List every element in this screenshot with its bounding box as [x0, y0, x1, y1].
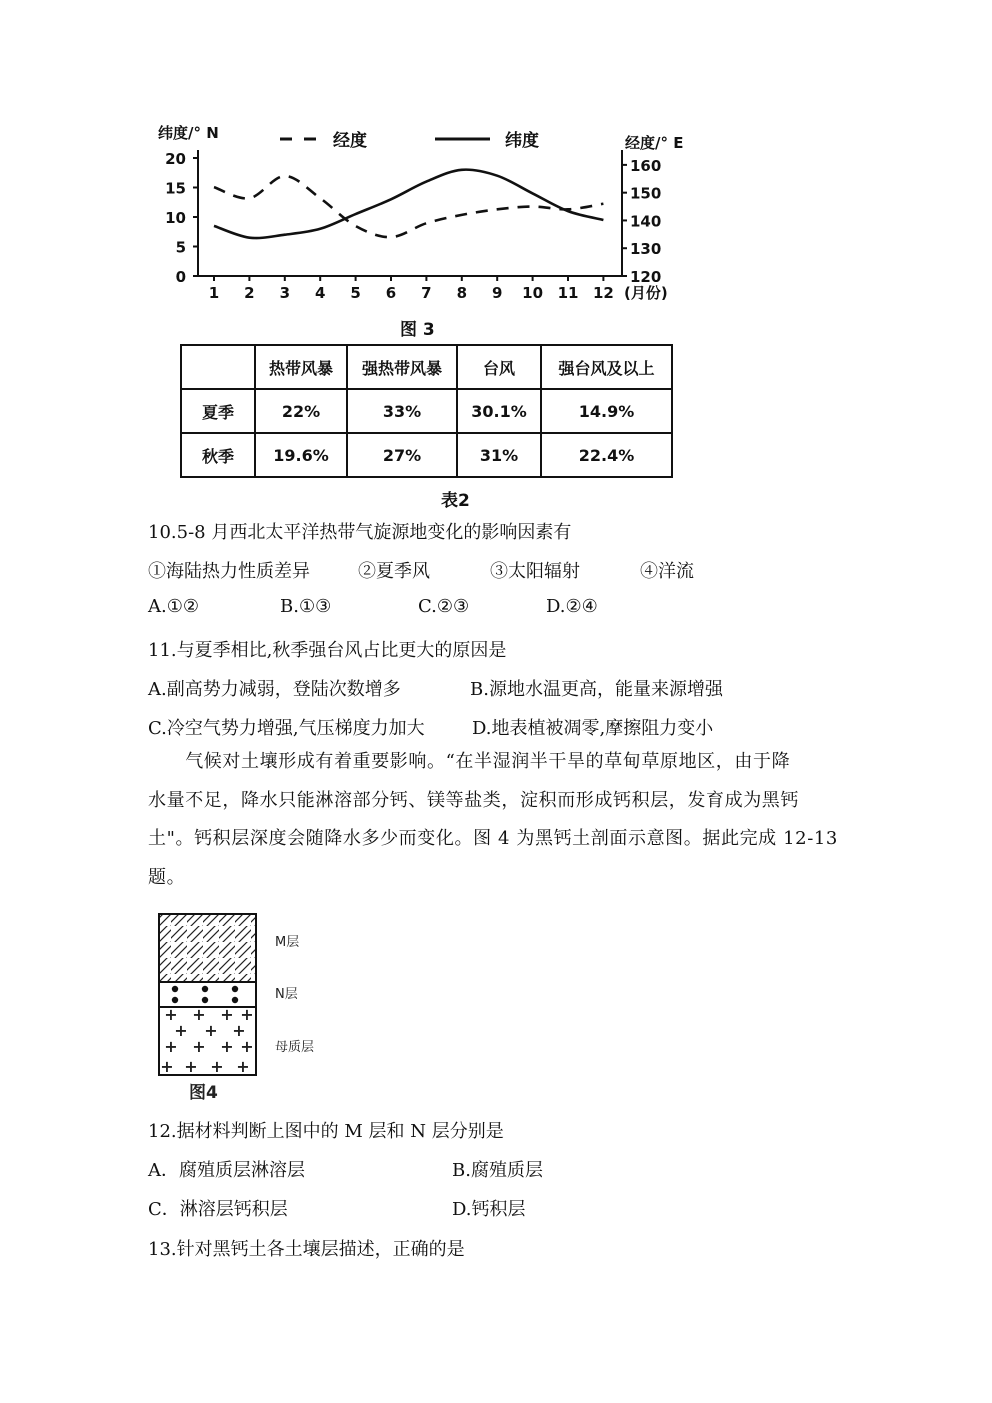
chart-series: [214, 170, 603, 238]
parent-material-cross: +: [184, 1057, 198, 1076]
parent-material-cross: +: [240, 1037, 254, 1056]
x-tick-label: 7: [421, 284, 432, 302]
question-10-option-c: C.②③: [418, 596, 470, 617]
question-10-stem: 10.5-8 月西北太平洋热带气旋源地变化的影响因素有: [148, 522, 572, 543]
x-tick-label: 12: [592, 284, 614, 302]
table-cell: 14.9%: [541, 389, 672, 433]
n-layer-dot: [172, 997, 178, 1003]
x-tick-label: 1: [208, 284, 220, 302]
figure-3-caption: 图 3: [400, 320, 435, 340]
table-cell: 31%: [457, 433, 541, 477]
table-2: [180, 344, 673, 478]
left-tick-label: 15: [165, 179, 186, 198]
n-layer: [159, 982, 256, 1007]
right-tick-label: 130: [630, 240, 662, 259]
material-line: 土"。钙积层深度会随降水多少而变化。图 4 为黑钙土剖面示意图。据此完成 12-13: [148, 828, 838, 849]
question-10-item: ④洋流: [640, 561, 694, 582]
parent-material-cross: +: [232, 1021, 246, 1040]
question-12-option-c: C．淋溶层钙积层: [148, 1199, 288, 1220]
chart-legend: [280, 130, 539, 151]
parent-material-cross: +: [164, 1005, 178, 1024]
question-12-option-a: A．腐殖质层淋溶层: [148, 1160, 305, 1181]
question-12-stem: 12.据材料判断上图中的 M 层和 N 层分别是: [148, 1121, 504, 1142]
question-10-option-a: A.①②: [148, 596, 199, 617]
m-layer: [159, 914, 256, 982]
table-cell: 27%: [347, 433, 457, 477]
x-tick-label: 3: [279, 284, 291, 302]
table-header-cell: 热带风暴: [255, 345, 347, 389]
n-layer-dot: [202, 986, 208, 992]
right-tick-label: 160: [630, 156, 662, 175]
question-10-item: ①海陆热力性质差异: [148, 561, 310, 582]
material-line: 水量不足，降水只能淋溶部分钙、镁等盐类，淀积而形成钙积层，发育成为黑钙: [148, 789, 799, 811]
right-axis-title: 经度/° E: [625, 134, 684, 152]
longitude-series-line: [214, 176, 603, 237]
table-cell: 30.1%: [457, 389, 541, 433]
parent-material-cross: +: [174, 1021, 188, 1040]
material-line: 题。: [148, 866, 186, 888]
table-cell: 秋季: [181, 433, 255, 477]
question-11-option-b: B.源地水温更高，能量来源增强: [470, 679, 723, 700]
right-tick-label: 120: [630, 268, 662, 286]
table-header-row: [181, 345, 672, 389]
left-tick-label: 20: [165, 150, 186, 168]
table-cell: 22.4%: [541, 433, 672, 477]
x-tick-label: 6: [385, 284, 397, 302]
right-tick-label: 150: [630, 184, 662, 203]
table-header-cell: 强热带风暴: [347, 345, 457, 389]
parent-material-cross: +: [204, 1021, 218, 1040]
question-11-option-a: A.副高势力减弱，登陆次数增多: [148, 679, 401, 700]
question-10-item: ③太阳辐射: [490, 561, 580, 582]
table-row: [181, 433, 672, 477]
material-paragraph: [148, 743, 848, 897]
legend-dashed-label: 经度: [333, 131, 367, 151]
table-2-caption: 表2: [441, 491, 470, 511]
left-tick-label: 10: [165, 209, 186, 227]
parent-material-cross: +: [220, 1037, 234, 1056]
left-tick-label: 0: [175, 268, 186, 286]
x-axis-unit: (月份): [624, 284, 668, 302]
x-tick-label: 9: [491, 284, 503, 302]
parent-material-cross: +: [210, 1057, 224, 1076]
parent-material-cross: +: [192, 1037, 206, 1056]
question-11-option-c: C.冷空气势力增强,气压梯度力加大: [148, 718, 425, 739]
latitude-series-line: [214, 170, 603, 238]
parent-material-cross: +: [192, 1005, 206, 1024]
table-cell: 22%: [255, 389, 347, 433]
n-layer-dot: [172, 986, 178, 992]
parent-material-label: 母质层: [275, 1040, 315, 1055]
n-layer-dot: [202, 997, 208, 1003]
parent-material-cross: +: [240, 1005, 254, 1024]
figure-3-chart: [150, 118, 720, 313]
parent-material-cross: +: [164, 1037, 178, 1056]
n-layer-dot: [232, 986, 238, 992]
table-cell: 33%: [347, 389, 457, 433]
parent-material-cross: +: [236, 1057, 250, 1076]
question-13-stem: 13.针对黑钙土各土壤层描述，正确的是: [148, 1239, 465, 1260]
question-12-option-d: D.钙积层: [452, 1199, 526, 1220]
left-tick-label: 5: [175, 238, 186, 257]
n-layer-label: N层: [275, 987, 298, 1002]
parent-material-cross: +: [220, 1005, 234, 1024]
material-line: 气候对土壤形成有着重要影响。“在半湿润半干旱的草甸草原地区，由于降: [148, 751, 791, 772]
legend-solid-label: 纬度: [505, 131, 539, 151]
x-tick-label: 5: [350, 284, 361, 302]
table-header-cell: 强台风及以上: [541, 345, 672, 389]
question-10-option-d: D.②④: [546, 596, 598, 617]
x-tick-label: 2: [244, 284, 255, 302]
table-row: [181, 389, 672, 433]
question-11-stem: 11.与夏季相比,秋季强台风占比更大的原因是: [148, 640, 507, 661]
question-11-option-d: D.地表植被凋零,摩擦阻力变小: [472, 718, 714, 739]
table-header-cell: [181, 345, 255, 389]
question-10-item: ②夏季风: [358, 561, 430, 582]
table-cell: 夏季: [181, 389, 255, 433]
m-layer-label: M层: [275, 935, 300, 950]
parent-material-cross: +: [160, 1057, 174, 1076]
x-tick-label: 4: [314, 284, 326, 302]
question-10-option-b: B.①③: [280, 596, 332, 617]
figure-4-caption: 图4: [189, 1083, 218, 1100]
x-tick-label: 11: [557, 284, 579, 302]
table-header-cell: 台风: [457, 345, 541, 389]
chart-axes: [198, 150, 622, 276]
table-cell: 19.6%: [255, 433, 347, 477]
n-layer-dot: [232, 997, 238, 1003]
x-tick-label: 10: [522, 284, 544, 302]
figure-4-soil-profile: [155, 910, 345, 1100]
left-axis-title: 纬度/° N: [158, 124, 219, 142]
right-tick-label: 140: [630, 212, 662, 231]
x-tick-label: 8: [456, 284, 468, 302]
question-12-option-b: B.腐殖质层: [452, 1160, 543, 1181]
